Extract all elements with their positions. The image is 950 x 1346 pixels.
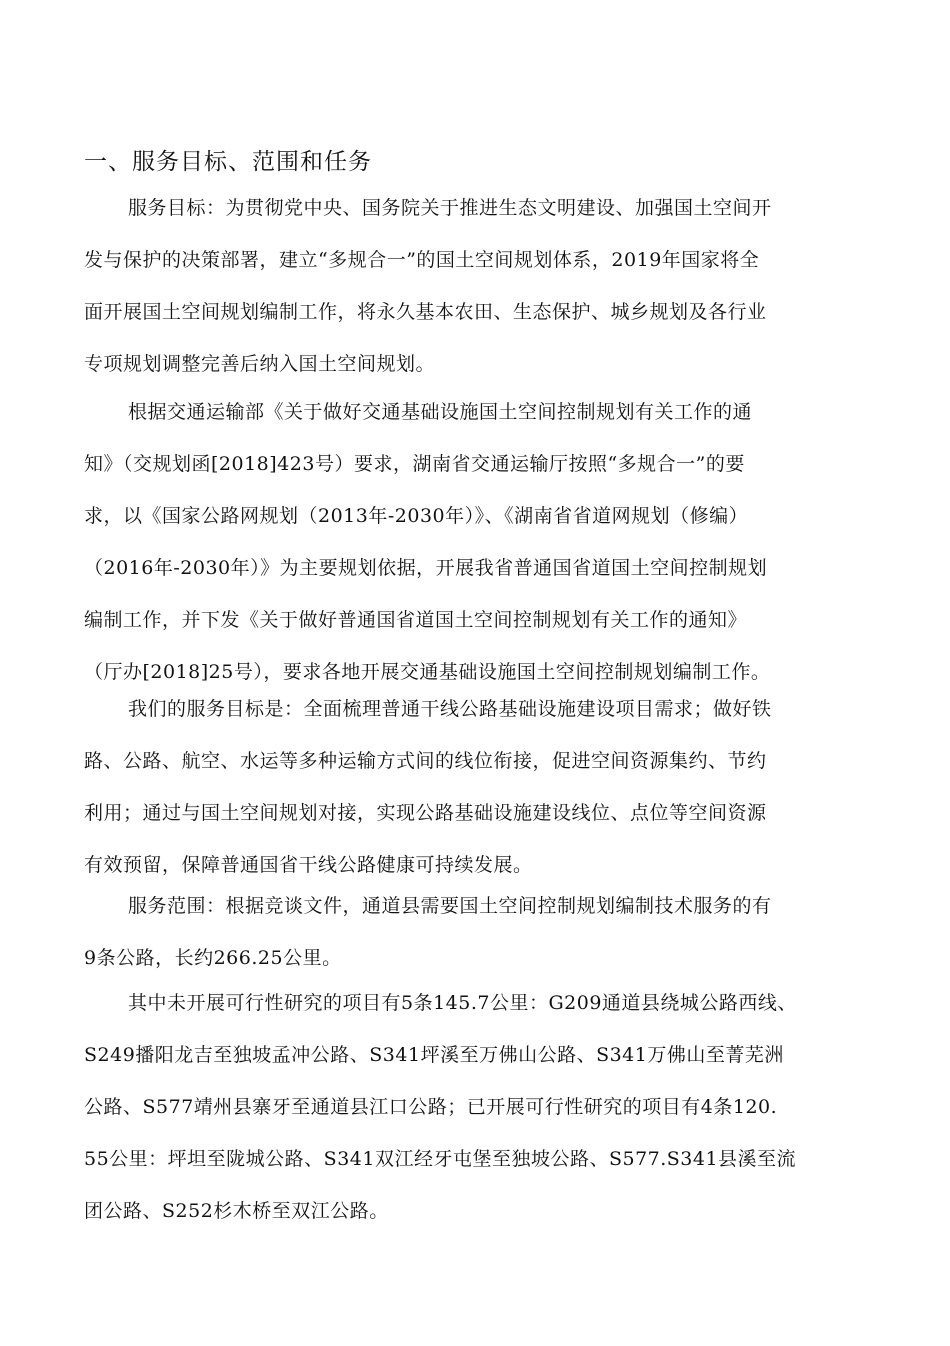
text-line: 公路、S577靖州县寨牙至通道县江口公路；已开展可行性研究的项目有4条120. bbox=[84, 1096, 778, 1118]
text-line: 专项规划调整完善后纳入国土空间规划。 bbox=[84, 353, 436, 375]
text-line: 9条公路，长约266.25公里。 bbox=[84, 947, 342, 969]
section-heading: 一、服务目标、范围和任务 bbox=[84, 149, 372, 175]
text-line: 利用；通过与国土空间规划对接，实现公路基础设施建设线位、点位等空间资源 bbox=[84, 802, 767, 824]
text-line: 服务目标：为贯彻党中央、国务院关于推进生态文明建设、加强国土空间开 bbox=[128, 197, 772, 219]
text-line: 面开展国土空间规划编制工作，将永久基本农田、生态保护、城乡规划及各行业 bbox=[84, 301, 767, 323]
text-line: 求，以《国家公路网规划（2013年-2030年）》、《湖南省省道网规划（修编） bbox=[84, 505, 749, 527]
paragraph-project-list bbox=[84, 977, 874, 1237]
text-line: 55公里：坪坦至陇城公路、S341双江经牙屯堡至独坡公路、S577.S341县溪至流 bbox=[84, 1148, 797, 1170]
text-line: 知》（交规划函[2018]423号）要求，湖南省交通运输厅按照“多规合一”的要 bbox=[84, 453, 745, 475]
text-line: 我们的服务目标是：全面梳理普通干线公路基础设施建设项目需求；做好铁 bbox=[128, 698, 772, 720]
text-line: 编制工作，并下发《关于做好普通国省道国土空间控制规划有关工作的通知》 bbox=[84, 609, 748, 631]
text-line: S249播阳龙吉至独坡孟冲公路、S341坪溪至万佛山公路、S341万佛山至菁芜洲 bbox=[84, 1044, 784, 1066]
paragraph-service-scope bbox=[84, 880, 874, 984]
text-line: 发与保护的决策部署，建立“多规合一”的国土空间规划体系，2019年国家将全 bbox=[84, 249, 760, 271]
text-line: 其中未开展可行性研究的项目有5条145.7公里：G209通道县绕城公路西线、 bbox=[128, 992, 797, 1014]
text-line: 有效预留，保障普通国省干线公路健康可持续发展。 bbox=[84, 854, 533, 876]
text-line: 根据交通运输部《关于做好交通基础设施国土空间控制规划有关工作的通 bbox=[128, 401, 753, 423]
text-line: 团公路、S252杉木桥至双江公路。 bbox=[84, 1200, 389, 1222]
paragraph-policy-basis bbox=[84, 386, 874, 698]
text-line: （2016年-2030年）》为主要规划依据，开展我省普通国省道国土空间控制规划 bbox=[84, 557, 768, 579]
text-line: 路、公路、航空、水运等多种运输方式间的线位衔接，促进空间资源集约、节约 bbox=[84, 750, 767, 772]
paragraph-our-goal bbox=[84, 683, 874, 891]
paragraph-service-goal bbox=[84, 182, 874, 390]
text-line: （厅办[2018]25号），要求各地开展交通基础设施国土空间控制规划编制工作。 bbox=[84, 661, 771, 683]
text-line: 服务范围：根据竞谈文件，通道县需要国土空间控制规划编制技术服务的有 bbox=[128, 895, 772, 917]
